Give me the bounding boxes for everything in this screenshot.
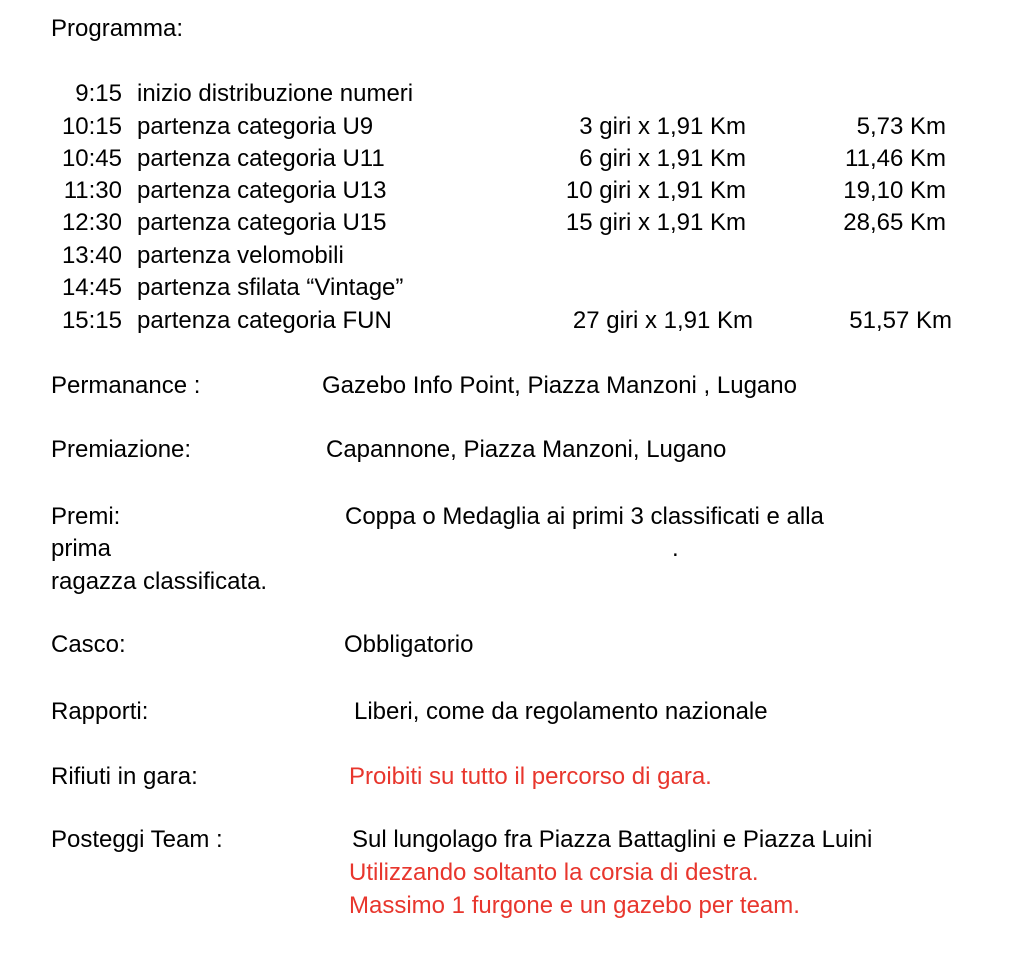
casco-value: Obbligatorio	[344, 631, 474, 658]
permanance-value: Gazebo Info Point, Piazza Manzoni , Lugano	[322, 372, 797, 399]
schedule-distance: 28,65 Km	[843, 209, 946, 236]
schedule-laps: 15 giri x 1,91 Km	[565, 209, 746, 236]
schedule-time: 10:45	[61, 145, 122, 172]
schedule-time: 13:40	[61, 242, 122, 269]
premi-value: Coppa o Medaglia ai primi 3 classificati e alla	[345, 503, 824, 530]
schedule-time: 14:45	[61, 274, 122, 301]
posteggi-note-1: Utilizzando soltanto la corsia di destra.	[349, 859, 759, 886]
casco-label: Casco:	[51, 631, 126, 658]
schedule-time: 9:15	[75, 80, 122, 107]
premi-label: Premi:	[51, 503, 121, 530]
page-title: Programma:	[51, 15, 184, 42]
posteggi-note-2: Massimo 1 furgone e un gazebo per team.	[349, 892, 800, 919]
schedule-distance: 11,46 Km	[845, 145, 946, 172]
rapporti-label: Rapporti:	[51, 698, 149, 725]
premi-line3: ragazza classificata.	[51, 568, 268, 595]
schedule-event: partenza categoria U11	[137, 145, 385, 172]
schedule-event: partenza velomobili	[137, 242, 344, 269]
schedule-event: partenza categoria U15	[137, 209, 387, 236]
schedule-event: partenza categoria U13	[137, 177, 387, 204]
schedule-event: partenza sfilata “Vintage”	[137, 274, 404, 301]
schedule-time: 15:15	[61, 307, 122, 334]
rapporti-value: Liberi, come da regolamento nazionale	[354, 698, 768, 725]
schedule-distance: 5,73 Km	[856, 113, 946, 140]
schedule-event: partenza categoria FUN	[137, 307, 392, 334]
schedule-time: 11:30	[63, 177, 122, 204]
premi-dot: .	[672, 535, 679, 562]
schedule-laps: 3 giri x 1,91 Km	[579, 113, 746, 140]
schedule-laps: 27 giri x 1,91 Km	[572, 307, 753, 334]
schedule-time: 12:30	[61, 209, 122, 236]
rifiuti-label: Rifiuti in gara:	[51, 763, 198, 790]
rifiuti-value: Proibiti su tutto il percorso di gara.	[349, 763, 712, 790]
premi-line2: prima	[51, 535, 112, 562]
schedule-time: 10:15	[61, 113, 122, 140]
schedule-laps: 10 giri x 1,91 Km	[565, 177, 746, 204]
schedule-distance: 19,10 Km	[843, 177, 946, 204]
schedule-event: inizio distribuzione numeri	[137, 80, 414, 107]
schedule-event: partenza categoria U9	[137, 113, 374, 140]
permanance-label: Permanance :	[51, 372, 201, 399]
schedule-distance: 51,57 Km	[849, 307, 952, 334]
premiazione-value: Capannone, Piazza Manzoni, Lugano	[326, 436, 727, 463]
posteggi-value: Sul lungolago fra Piazza Battaglini e Piazza Luini	[352, 826, 873, 853]
premiazione-label: Premiazione:	[51, 436, 192, 463]
posteggi-label: Posteggi Team :	[51, 826, 223, 853]
schedule-laps: 6 giri x 1,91 Km	[579, 145, 746, 172]
